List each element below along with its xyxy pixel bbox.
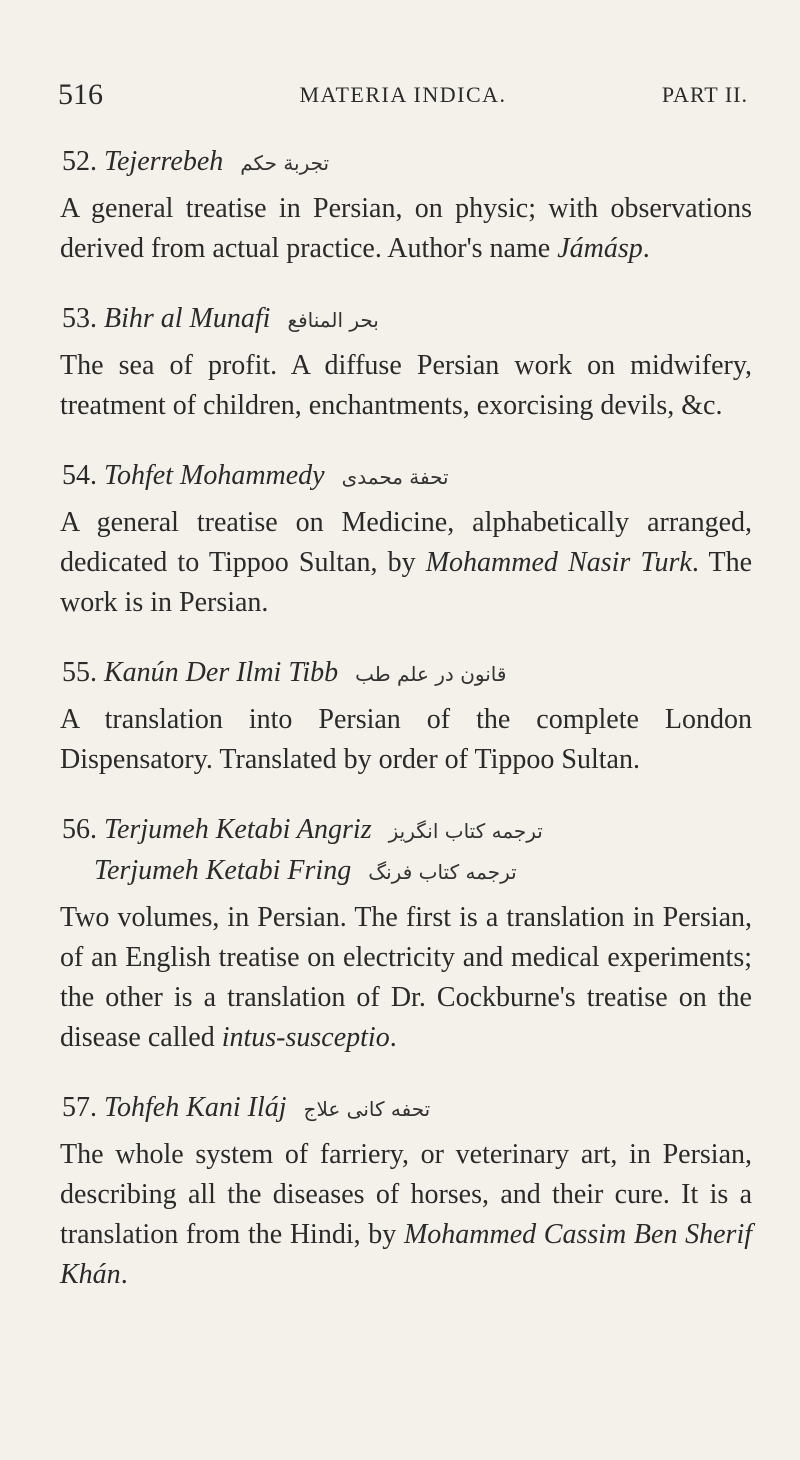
entry-arabic-title: تحفه کانی علاج [303,1097,431,1121]
description-end: . [389,1022,397,1053]
description-text: The sea of profit. A diffuse Persian work on midwifery, treatment of children, enchantments, exorcising devils, &c. [60,350,752,421]
entry-description [60,503,752,623]
entry-description [60,189,752,269]
description-text: A translation into Persian of the complete London Dispensatory. Translated by order of Tippoo Sultan. [60,704,752,775]
description-end: . [642,233,650,264]
entry-heading [60,653,752,694]
entry-description [60,1135,752,1295]
entry-heading [60,299,752,340]
entry-title: Tohfeh Kani Iláj [104,1092,287,1123]
page-number: 516 [58,78,103,111]
disease-name: intus-susceptio [221,1022,390,1053]
entry-description [60,898,752,1058]
author-name: Jámásp [557,233,643,264]
entry-57 [60,1088,752,1295]
entry-arabic-title: تجربة حكم [240,151,330,175]
part-label: PART II. [661,82,748,107]
entry-number: 56. [62,814,97,845]
entry-title: Bihr al Munafi [104,303,271,334]
description-end: . [120,1259,128,1290]
entry-heading [60,456,752,497]
entry-arabic-title: بحر المنافع [287,308,379,332]
entry-arabic-title-second: ترجمه کتاب فرنگ [368,860,517,884]
entry-heading-second [60,851,752,892]
author-name: Mohammed Cassim Ben Sherif Khán [60,1219,753,1290]
entry-54 [60,456,752,623]
entry-description [60,346,752,426]
entry-52 [60,142,752,269]
entry-53 [60,299,752,426]
entry-number: 57. [62,1092,97,1123]
entry-number: 52. [62,146,97,177]
entry-number: 54. [62,460,97,491]
running-title: MATERIA INDICA. [299,82,507,107]
page-header [58,78,748,118]
description-text: A general treatise on Medicine, alphabetically arranged, dedicated to Tippoo Sultan, by [60,507,752,578]
entry-number: 53. [62,303,97,334]
entry-heading [60,142,752,183]
entry-arabic-title: ترجمه کتاب انگریز [388,819,543,843]
entry-arabic-title: قانون در علم طب [355,662,507,686]
description-text: A general treatise in Persian, on physic; with observations derived from actual practice. Author's name [60,193,752,264]
entry-title: Tejerrebeh [104,146,224,177]
author-name: Mohammed Nasir Turk [425,547,692,578]
entry-list [60,142,752,1325]
entry-heading [60,810,752,851]
entry-arabic-title: تحفة محمدی [341,465,449,489]
entry-heading [60,1088,752,1129]
entry-56 [60,810,752,1058]
entry-title-second: Terjumeh Ketabi Fring [94,855,352,886]
entry-description [60,700,752,780]
entry-number: 55. [62,657,97,688]
description-text: The whole system of farriery, or veterinary art, in Persian, describing all the diseases of horses, and their cure. It is a translation from the Hindi, by [60,1139,752,1250]
description-text: Two volumes, in Persian. The first is a translation in Persian, of an English treatise on electricity and medical experiments; the other is a translation of Dr. Cockburne's treatise on the disease called [60,902,752,1053]
entry-title: Kanún Der Ilmi Tibb [104,657,339,688]
entry-55 [60,653,752,780]
entry-title: Terjumeh Ketabi Angriz [104,814,372,845]
entry-title: Tohfet Mohammedy [104,460,325,491]
description-end: . The work is in Persian. [60,547,752,618]
